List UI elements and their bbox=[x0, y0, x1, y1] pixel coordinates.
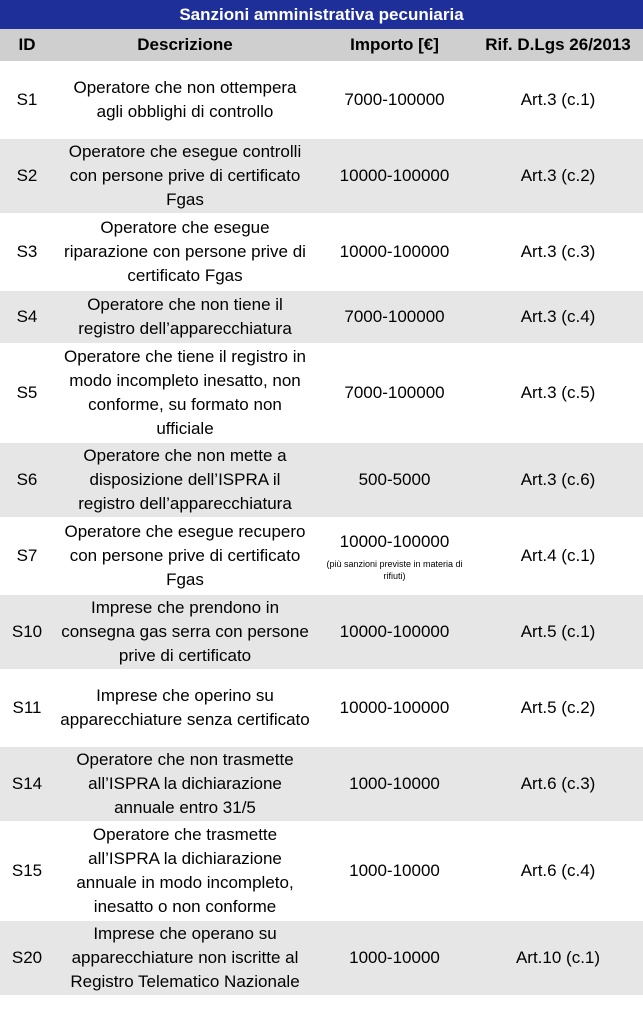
row-id: S10 bbox=[0, 594, 54, 670]
row-rif: Art.5 (c.2) bbox=[473, 670, 643, 746]
row-importo: 10000-100000 bbox=[316, 670, 473, 746]
row-importo: 7000-100000 bbox=[316, 344, 473, 442]
table-row bbox=[0, 822, 643, 920]
row-descrizione: Imprese che operino su apparecchiature senza certificato bbox=[54, 670, 316, 746]
row-importo: 500-5000 bbox=[316, 442, 473, 518]
table-row bbox=[0, 344, 643, 442]
row-id: S14 bbox=[0, 746, 54, 822]
row-id: S15 bbox=[0, 822, 54, 920]
row-descrizione: Operatore che esegue controlli con persone prive di certificato Fgas bbox=[54, 138, 316, 214]
header-row bbox=[0, 29, 643, 62]
table-row bbox=[0, 290, 643, 344]
table-row bbox=[0, 62, 643, 138]
row-descrizione: Operatore che non ottempera agli obblighi di controllo bbox=[54, 62, 316, 138]
row-descrizione: Operatore che trasmette all’ISPRA la dichiarazione annuale in modo incompleto, inesatto o non conforme bbox=[54, 822, 316, 920]
row-id: S7 bbox=[0, 518, 54, 594]
row-rif: Art.3 (c.6) bbox=[473, 442, 643, 518]
row-id: S11 bbox=[0, 670, 54, 746]
table-title: Sanzioni amministrativa pecuniaria bbox=[0, 0, 643, 29]
row-descrizione: Imprese che prendono in consegna gas serra con persone prive di certificato bbox=[54, 594, 316, 670]
row-descrizione: Operatore che non trasmette all’ISPRA la dichiarazione annuale entro 31/5 bbox=[54, 746, 316, 822]
row-descrizione: Operatore che esegue recupero con persone prive di certificato Fgas bbox=[54, 518, 316, 594]
row-descrizione: Operatore che non mette a disposizione dell’ISPRA il registro dell’apparecchiatura bbox=[54, 442, 316, 518]
row-id: S4 bbox=[0, 290, 54, 344]
row-importo: 7000-100000 bbox=[316, 290, 473, 344]
table-row bbox=[0, 670, 643, 746]
row-id: S20 bbox=[0, 920, 54, 995]
row-descrizione: Operatore che tiene il registro in modo incompleto inesatto, non conforme, su formato non ufficiale bbox=[54, 344, 316, 442]
row-rif: Art.10 (c.1) bbox=[473, 920, 643, 995]
table-row bbox=[0, 138, 643, 214]
table-row bbox=[0, 518, 643, 594]
table-row bbox=[0, 442, 643, 518]
row-importo: 10000-100000 bbox=[316, 594, 473, 670]
header-id: ID bbox=[0, 29, 54, 62]
row-importo: 10000-100000 bbox=[339, 532, 450, 551]
row-id: S5 bbox=[0, 344, 54, 442]
row-descrizione: Operatore che esegue riparazione con persone prive di certificato Fgas bbox=[54, 214, 316, 290]
row-rif: Art.4 (c.1) bbox=[473, 518, 643, 594]
table-row bbox=[0, 214, 643, 290]
row-importo: 7000-100000 bbox=[316, 62, 473, 138]
table-row bbox=[0, 594, 643, 670]
row-id: S2 bbox=[0, 138, 54, 214]
row-descrizione: Operatore che non tiene il registro dell’apparecchiatura bbox=[54, 290, 316, 344]
row-importo: 1000-10000 bbox=[316, 920, 473, 995]
row-rif: Art.6 (c.3) bbox=[473, 746, 643, 822]
row-rif: Art.3 (c.3) bbox=[473, 214, 643, 290]
header-importo: Importo [€] bbox=[316, 29, 473, 62]
sanctions-table bbox=[0, 29, 643, 995]
row-importo: 1000-10000 bbox=[316, 822, 473, 920]
row-rif: Art.3 (c.2) bbox=[473, 138, 643, 214]
row-importo: 10000-100000 bbox=[316, 138, 473, 214]
row-importo: 1000-10000 bbox=[316, 746, 473, 822]
row-rif: Art.3 (c.1) bbox=[473, 62, 643, 138]
row-rif: Art.5 (c.1) bbox=[473, 594, 643, 670]
row-importo: 10000-100000 bbox=[316, 214, 473, 290]
row-rif: Art.3 (c.4) bbox=[473, 290, 643, 344]
row-id: S3 bbox=[0, 214, 54, 290]
row-rif: Art.3 (c.5) bbox=[473, 344, 643, 442]
table-row bbox=[0, 746, 643, 822]
table-row bbox=[0, 920, 643, 995]
row-importo-cell bbox=[316, 518, 473, 594]
header-rif: Rif. D.Lgs 26/2013 bbox=[473, 29, 643, 62]
row-importo-note: (più sanzioni previste in materia di rifiuti) bbox=[326, 559, 463, 581]
row-id: S1 bbox=[0, 62, 54, 138]
header-descrizione: Descrizione bbox=[54, 29, 316, 62]
row-descrizione: Imprese che operano su apparecchiature non iscritte al Registro Telematico Nazionale bbox=[54, 920, 316, 995]
row-id: S6 bbox=[0, 442, 54, 518]
row-rif: Art.6 (c.4) bbox=[473, 822, 643, 920]
